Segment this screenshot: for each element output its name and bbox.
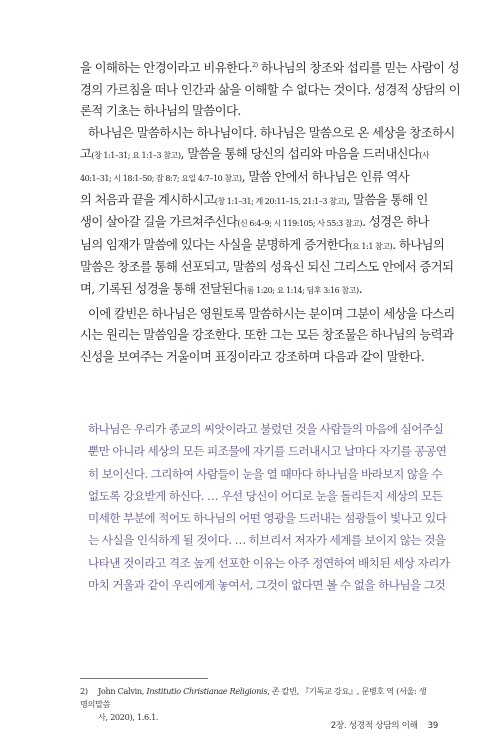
footnote-author: John Calvin, xyxy=(98,686,147,696)
quote-line: 히 보이신다. 그리하여 사람들이 눈을 열 때마다 하나님을 바라보지 않을 수 xyxy=(88,466,442,481)
footnote-number: 2) xyxy=(80,686,88,696)
footnote-citation-cont: 사, 2020), 1.6.1. xyxy=(98,712,159,722)
page-number: 39 xyxy=(427,721,438,731)
body-line: 생이 살아갈 길을 가르쳐주신다(신 6:4–9; 시 119:105; 사 55:3 참고). 성경은 하나 xyxy=(80,215,429,230)
quote-line: 미세한 부분에 적어도 하나님의 어떤 영광을 드러내는 섬광들이 빛나고 있다 xyxy=(88,511,447,526)
body-line: 신성을 보여주는 거울이며 표징이라고 강조하며 다음과 같이 말한다. xyxy=(80,349,425,364)
quote-line: 없도록 강요받게 하신다. … 우선 당신이 어디로 눈을 돌리든지 세상의 모든 xyxy=(88,488,443,503)
quote-line: 하나님은 우리가 종교의 씨앗이라고 불렀던 것을 사람들의 마음에 심어주실 xyxy=(88,422,444,436)
body-text xyxy=(80,58,461,368)
body-line: 론적 기초는 하나님의 말씀이다. xyxy=(80,104,241,119)
quote-line: 뿐만 아니라 세상의 모든 피조물에 자기를 드러내시고 날마다 자기를 공공연 xyxy=(88,444,447,459)
footnote-divider xyxy=(80,678,208,679)
page-footer xyxy=(331,719,438,731)
quote-line: 나타낸 것이라고 격조 높게 선포한 이유는 아주 정연하여 배치된 세상 자리가 xyxy=(88,555,450,570)
block-quote xyxy=(88,418,450,596)
body-line: 경의 가르침을 떠나 인간과 삶을 이해할 수 없다는 것이다. 성경적 상담의 이 xyxy=(80,82,461,97)
body-line: 을 이해하는 안경이라고 비유한다.$^{2)}$ 하나님의 창조와 섭리를 믿는 사람이 성 xyxy=(80,60,460,75)
body-line: 님의 임재가 말씀에 있다는 사실을 분명하게 증거한다(요 1:1 참고). 하나님의 xyxy=(80,237,445,252)
body-line: 하나님은 말씀하시는 하나님이다. 하나님은 말씀으로 온 세상을 창조하시 xyxy=(88,125,455,140)
body-line: 시는 원리는 말씀임을 강조한다. 또한 그는 모든 창조물은 하나님의 능력과 xyxy=(80,328,454,343)
quote-line: 마치 거울과 같이 우리에게 놓여서, 그것이 없다면 볼 수 없을 하나님을 그것 xyxy=(88,578,446,593)
running-footer-chapter: 2장. 성경적 상담의 이해 xyxy=(330,721,418,731)
body-line: 며, 기록된 성경을 통해 전달된다(롬 1:20; 요 1:14; 딤후 3:16 참고). xyxy=(80,281,362,296)
body-line: 말씀은 창조를 통해 선포되고, 말씀의 성육신 되신 그리스도 안에서 증거되 xyxy=(80,260,454,275)
body-line: 40:1–31; 시 18:1–50; 잠 8:7; 요일 4:7–10 참고), 말씀 안에서 하나님은 인류 역사 xyxy=(80,169,410,184)
footnote-ref: 2) xyxy=(252,60,258,69)
quote-line: 는 사실을 인식하게 될 것이다. … 히브리서 저자가 세계를 보이지 않는 것을 xyxy=(88,533,446,548)
footnote-citation: , 존 칼빈, 『기독교 강요』, 문병호 역 (서울: 생명의말씀 xyxy=(80,686,427,709)
body-line: 이에 칼빈은 하나님은 영원토록 말씀하시는 분이며 그분이 세상을 다스리 xyxy=(88,306,455,321)
body-line: 고(창 1:1–31; 요 1:1–3 참고), 말씀을 통해 당신의 섭리와 마음을 드러내신다(사 xyxy=(80,147,430,162)
footnote-book-title: Institutio Christianae Religionis xyxy=(146,686,268,696)
body-line: 의 처음과 끝을 계시하시고(창 1:1–31; 계 20:11–15, 21:1–3 참고), 말씀을 통해 인 xyxy=(80,192,428,207)
